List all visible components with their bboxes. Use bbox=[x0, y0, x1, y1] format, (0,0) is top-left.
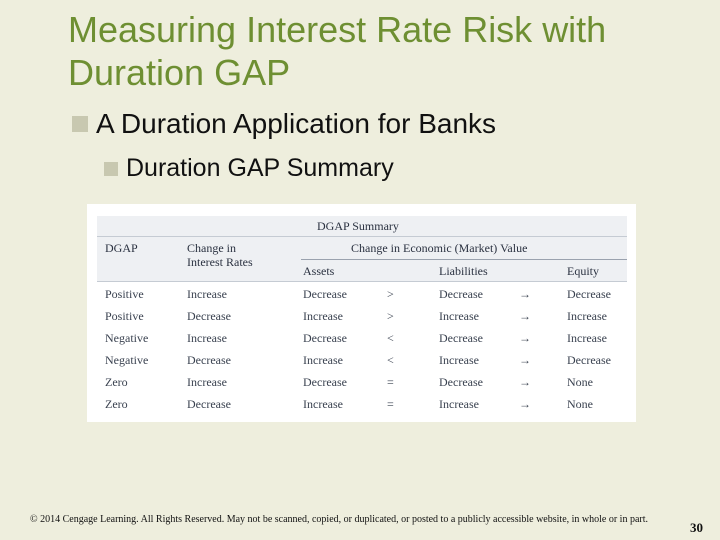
bullet-level-2-text: Duration GAP Summary bbox=[126, 154, 394, 182]
table-header bbox=[97, 237, 627, 282]
bullet-level-2 bbox=[104, 154, 394, 183]
cell-rate: Increase bbox=[187, 375, 227, 389]
cell-equity: Decrease bbox=[567, 287, 611, 301]
arrow-right-icon: → bbox=[519, 375, 531, 389]
arrow-right-icon: → bbox=[519, 353, 531, 367]
cell-rate: Increase bbox=[187, 287, 227, 301]
header-liabilities: Liabilities bbox=[439, 264, 488, 278]
slide-title: Measuring Interest Rate Risk with Duration GAP bbox=[68, 9, 607, 93]
arrow-right-icon: → bbox=[519, 397, 531, 411]
header-group-rule bbox=[301, 259, 627, 260]
cell-rate: Decrease bbox=[187, 397, 231, 411]
bullet-level-1 bbox=[72, 108, 496, 140]
cell-dgap: Positive bbox=[105, 287, 144, 301]
cell-dgap: Negative bbox=[105, 331, 149, 345]
cell-liabilities: Decrease bbox=[439, 287, 483, 301]
cell-liabilities: Decrease bbox=[439, 375, 483, 389]
cell-liabilities: Increase bbox=[439, 397, 479, 411]
cell-assets: Increase bbox=[303, 309, 343, 323]
table-row bbox=[97, 283, 627, 305]
page-number: 30 bbox=[690, 520, 703, 535]
cell-equity: Increase bbox=[567, 331, 607, 345]
dgap-summary-table bbox=[87, 204, 636, 422]
arrow-right-icon: → bbox=[519, 309, 531, 323]
cell-liabilities: Increase bbox=[439, 309, 479, 323]
table-row bbox=[97, 393, 627, 415]
square-bullet-icon bbox=[72, 116, 88, 132]
cell-rate: Increase bbox=[187, 331, 227, 345]
cell-assets: Decrease bbox=[303, 331, 347, 345]
table-row bbox=[97, 305, 627, 327]
cell-assets: Decrease bbox=[303, 375, 347, 389]
cell-liabilities: Decrease bbox=[439, 331, 483, 345]
cell-dgap: Zero bbox=[105, 397, 128, 411]
cell-equity: Increase bbox=[567, 309, 607, 323]
cell-relation: > bbox=[387, 287, 394, 301]
table-row bbox=[97, 349, 627, 371]
square-bullet-icon bbox=[104, 162, 118, 176]
header-dgap: DGAP bbox=[105, 241, 138, 255]
table-title: DGAP Summary bbox=[317, 219, 399, 233]
table-title-bar bbox=[97, 216, 627, 237]
cell-relation: < bbox=[387, 353, 394, 367]
arrow-right-icon: → bbox=[519, 331, 531, 345]
cell-relation: = bbox=[387, 375, 394, 389]
cell-liabilities: Increase bbox=[439, 353, 479, 367]
cell-equity: None bbox=[567, 375, 593, 389]
cell-dgap: Zero bbox=[105, 375, 128, 389]
header-change-line1: Change in bbox=[187, 241, 236, 255]
cell-rate: Decrease bbox=[187, 353, 231, 367]
cell-assets: Decrease bbox=[303, 287, 347, 301]
header-change-line2: Interest Rates bbox=[187, 255, 253, 269]
cell-relation: < bbox=[387, 331, 394, 345]
arrow-right-icon: → bbox=[519, 287, 531, 301]
cell-assets: Increase bbox=[303, 353, 343, 367]
header-equity: Equity bbox=[567, 264, 599, 278]
table-row bbox=[97, 371, 627, 393]
cell-dgap: Positive bbox=[105, 309, 144, 323]
bullet-level-1-text: A Duration Application for Banks bbox=[96, 108, 497, 139]
cell-equity: None bbox=[567, 397, 593, 411]
cell-assets: Increase bbox=[303, 397, 343, 411]
cell-relation: > bbox=[387, 309, 394, 323]
header-assets: Assets bbox=[303, 264, 335, 278]
header-group: Change in Economic (Market) Value bbox=[351, 241, 528, 255]
cell-relation: = bbox=[387, 397, 394, 411]
cell-equity: Decrease bbox=[567, 353, 611, 367]
cell-dgap: Negative bbox=[105, 353, 149, 367]
cell-rate: Decrease bbox=[187, 309, 231, 323]
copyright-footer: © 2014 Cengage Learning. All Rights Reserved. May not be scanned, copied, or duplicated, or posted to a publicly accessible website, in whole or in part. bbox=[30, 514, 648, 525]
table-row bbox=[97, 327, 627, 349]
